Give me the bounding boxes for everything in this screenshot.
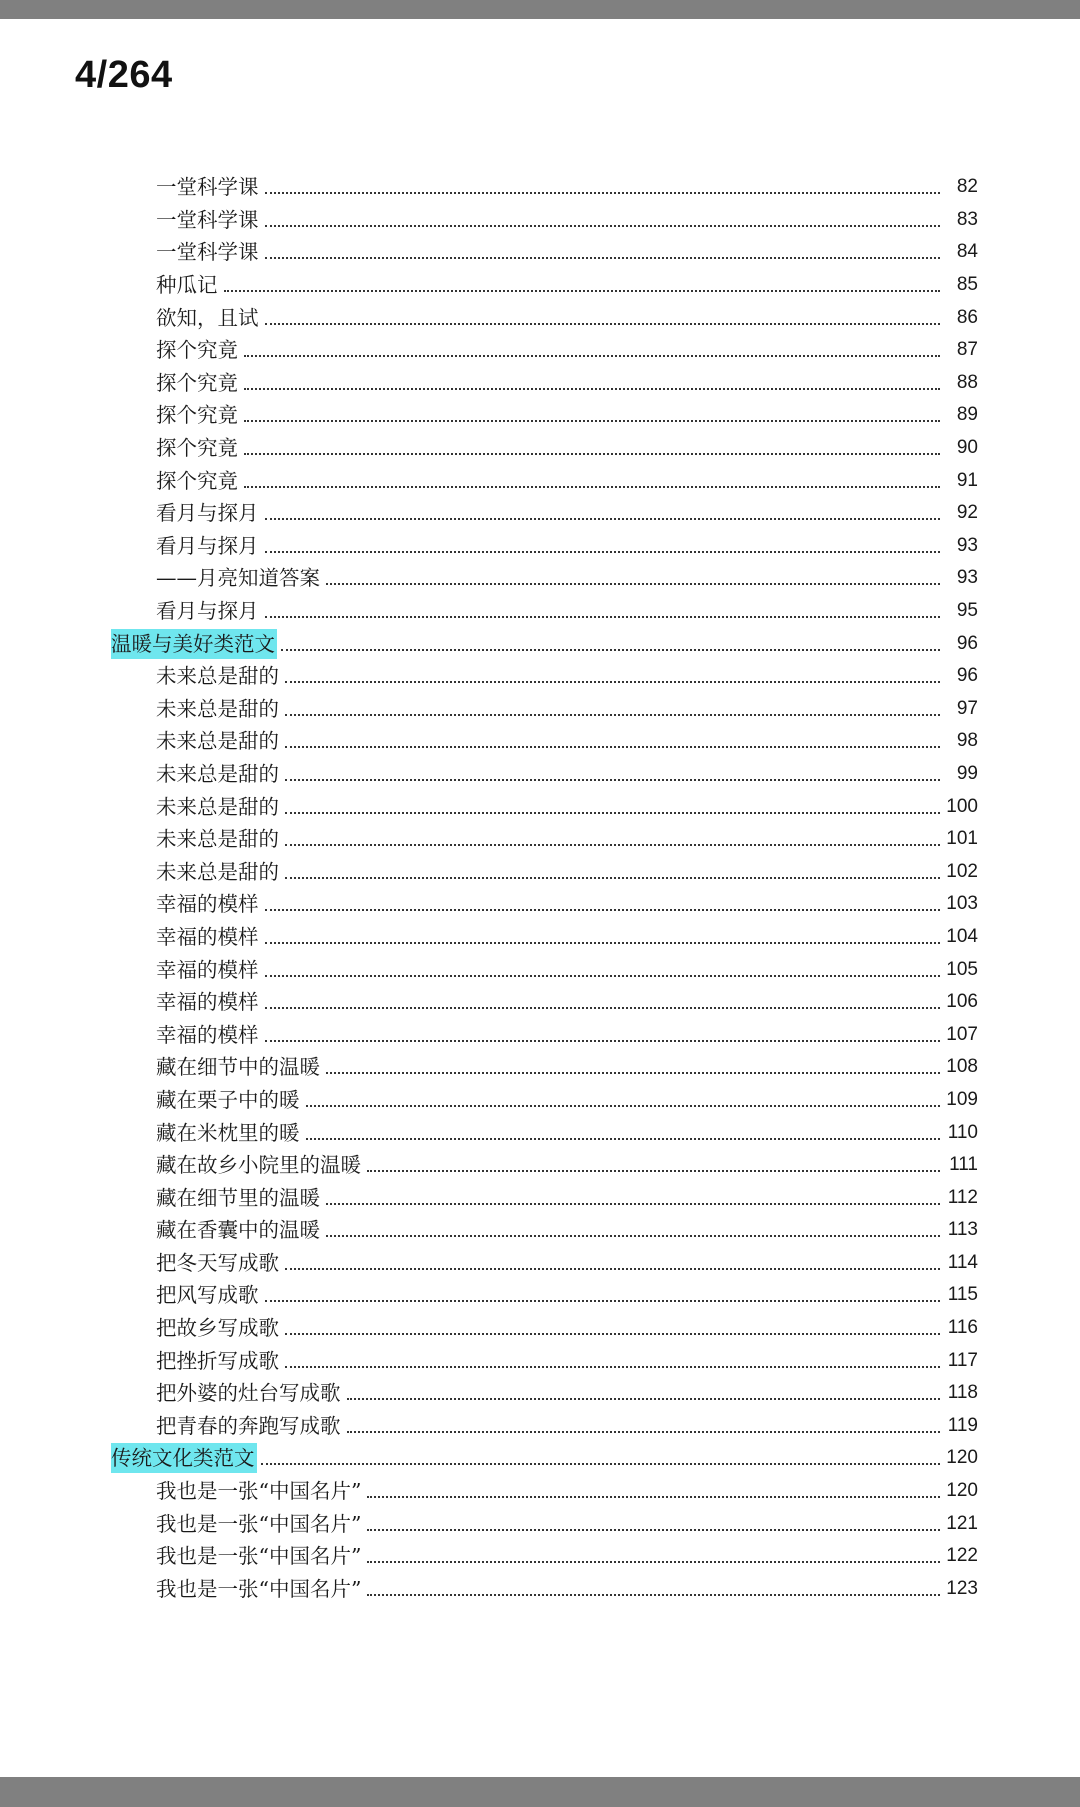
- toc-dot-leader: [265, 500, 941, 520]
- toc-entry-title: 幸福的模样: [156, 1022, 259, 1047]
- toc-entry[interactable]: [0, 855, 1080, 888]
- toc-page-number: 90: [956, 437, 978, 459]
- toc-page-number: 115: [947, 1284, 978, 1306]
- toc-dot-leader: [265, 533, 941, 553]
- toc-dot-leader: [281, 631, 940, 651]
- toc-entry[interactable]: [0, 1312, 1080, 1345]
- toc-page-number: 82: [956, 176, 978, 198]
- toc-page-number: 87: [956, 339, 978, 361]
- toc-page-number: 96: [956, 665, 978, 687]
- toc-page-number: 93: [956, 534, 978, 556]
- toc-entry[interactable]: [0, 1181, 1080, 1214]
- toc-dot-leader: [306, 1120, 941, 1140]
- toc-entry-title: 一堂科学课: [156, 207, 259, 232]
- toc-entry[interactable]: [0, 1247, 1080, 1280]
- toc-page-number: 92: [956, 502, 978, 524]
- toc-page-number: 110: [947, 1121, 978, 1143]
- toc-entry[interactable]: [0, 1344, 1080, 1377]
- toc-entry[interactable]: [0, 301, 1080, 334]
- toc-dot-leader: [326, 1054, 940, 1074]
- toc-entry-title: 未来总是甜的: [156, 761, 279, 786]
- toc-entry-title: 把外婆的灶台写成歌: [156, 1381, 341, 1406]
- toc-entry[interactable]: [0, 334, 1080, 367]
- toc-page-number: 102: [946, 860, 978, 882]
- toc-entry-title: 我也是一张“中国名片”: [156, 1479, 362, 1504]
- toc-dot-leader: [265, 239, 941, 259]
- toc-page-number: 91: [956, 469, 978, 491]
- toc-entry-title: 把冬天写成歌: [156, 1250, 279, 1275]
- toc-entry-title: 我也是一张“中国名片”: [156, 1576, 362, 1601]
- toc-entry[interactable]: [0, 1279, 1080, 1312]
- toc-entry-title: 未来总是甜的: [156, 827, 279, 852]
- toc-dot-leader: [285, 794, 940, 814]
- toc-entry-title: 未来总是甜的: [156, 729, 279, 754]
- toc-page-number: 112: [947, 1186, 978, 1208]
- toc-entry[interactable]: [0, 1051, 1080, 1084]
- toc-entry-title: 探个究竟: [156, 468, 238, 493]
- toc-entry-title: 把挫折写成歌: [156, 1348, 279, 1373]
- toc-page-number: 95: [956, 600, 978, 622]
- toc-dot-leader: [265, 174, 941, 194]
- toc-entry-title: 未来总是甜的: [156, 794, 279, 819]
- toc-entry-title: 看月与探月: [156, 501, 259, 526]
- toc-dot-leader: [244, 370, 940, 390]
- toc-page-number: 121: [946, 1512, 978, 1534]
- toc-page-number: 122: [946, 1545, 978, 1567]
- toc-page-number: 120: [946, 1447, 978, 1469]
- toc-dot-leader: [265, 598, 941, 618]
- toc-entry-title: 一堂科学课: [156, 175, 259, 200]
- toc-dot-leader: [367, 1152, 940, 1172]
- toc-dot-leader: [265, 891, 941, 911]
- toc-page-number: 89: [956, 404, 978, 426]
- toc-entry[interactable]: [0, 1475, 1080, 1508]
- toc-dot-leader: [285, 696, 940, 716]
- toc-section-heading[interactable]: [0, 1442, 1080, 1475]
- toc-page-number: 120: [946, 1480, 978, 1502]
- toc-dot-leader: [367, 1576, 940, 1596]
- toc-page-number: 118: [947, 1382, 978, 1404]
- toc-entry-title: 一堂科学课: [156, 240, 259, 265]
- toc-entry[interactable]: [0, 1214, 1080, 1247]
- toc-entry[interactable]: [0, 1507, 1080, 1540]
- toc-entry[interactable]: [0, 497, 1080, 530]
- toc-page-number: 113: [947, 1219, 978, 1241]
- toc-dot-leader: [265, 957, 941, 977]
- toc-page-number: 97: [956, 697, 978, 719]
- toc-entry[interactable]: [0, 1573, 1080, 1606]
- toc-entry[interactable]: [0, 1018, 1080, 1051]
- toc-entry[interactable]: [0, 1377, 1080, 1410]
- toc-dot-leader: [326, 1185, 940, 1205]
- toc-page-number: 99: [956, 762, 978, 784]
- toc-page-number: 111: [949, 1154, 978, 1176]
- toc-entry[interactable]: [0, 1540, 1080, 1573]
- toc-page-number: 84: [956, 241, 978, 263]
- toc-dot-leader: [285, 663, 940, 683]
- toc-entry-title: 看月与探月: [156, 533, 259, 558]
- toc-entry-title: 把青春的奔跑写成歌: [156, 1413, 341, 1438]
- toc-dot-leader: [265, 1282, 941, 1302]
- toc-entry-title: 幸福的模样: [156, 892, 259, 917]
- toc-entry[interactable]: [0, 464, 1080, 497]
- toc-entry-title: 幸福的模样: [156, 957, 259, 982]
- toc-entry[interactable]: [0, 725, 1080, 758]
- toc-entry[interactable]: [0, 530, 1080, 563]
- toc-page-number: 106: [946, 991, 978, 1013]
- toc-dot-leader: [347, 1380, 941, 1400]
- toc-entry-title: 未来总是甜的: [156, 664, 279, 689]
- toc-dot-leader: [326, 565, 940, 585]
- toc-entry-title: 藏在香囊中的温暖: [156, 1218, 320, 1243]
- toc-entry[interactable]: [0, 986, 1080, 1019]
- toc-dot-leader: [367, 1511, 940, 1531]
- toc-page-number: 116: [947, 1317, 978, 1339]
- toc-dot-leader: [265, 207, 941, 227]
- toc-dot-leader: [265, 924, 941, 944]
- toc-entry-title: 我也是一张“中国名片”: [156, 1544, 362, 1569]
- toc-entry[interactable]: [0, 790, 1080, 823]
- toc-page-number: 83: [956, 208, 978, 230]
- toc-section-heading[interactable]: [0, 627, 1080, 660]
- toc-entry[interactable]: [0, 758, 1080, 791]
- toc-entry-title: 探个究竟: [156, 338, 238, 363]
- toc-entry-title: 藏在细节中的温暖: [156, 1055, 320, 1080]
- toc-dot-leader: [285, 728, 940, 748]
- toc-page-number: 100: [946, 795, 978, 817]
- toc-dot-leader: [326, 1217, 940, 1237]
- viewer-top-bar: [0, 0, 1080, 19]
- table-of-contents: [0, 171, 1080, 1605]
- toc-dot-leader: [244, 435, 940, 455]
- toc-page-number: 88: [956, 371, 978, 393]
- toc-dot-leader: [244, 468, 940, 488]
- toc-dot-leader: [265, 989, 941, 1009]
- toc-page-number: 86: [956, 306, 978, 328]
- toc-page-number: 103: [946, 893, 978, 915]
- toc-dot-leader: [367, 1478, 940, 1498]
- toc-dot-leader: [285, 826, 940, 846]
- toc-entry-title: 未来总是甜的: [156, 859, 279, 884]
- toc-entry-title: 藏在栗子中的暖: [156, 1087, 300, 1112]
- toc-entry-title: 未来总是甜的: [156, 696, 279, 721]
- toc-entry-title: 探个究竟: [156, 436, 238, 461]
- toc-entry-title: ——月亮知道答案: [156, 566, 320, 591]
- toc-entry-title: 探个究竟: [156, 403, 238, 428]
- toc-dot-leader: [224, 272, 941, 292]
- toc-entry[interactable]: [0, 399, 1080, 432]
- toc-entry[interactable]: [0, 1410, 1080, 1443]
- toc-entry-title: 藏在故乡小院里的温暖: [156, 1153, 361, 1178]
- toc-entry[interactable]: [0, 204, 1080, 237]
- toc-section-title: 传统文化类范文: [111, 1443, 257, 1473]
- toc-entry-title: 幸福的模样: [156, 990, 259, 1015]
- toc-page-number: 117: [947, 1349, 978, 1371]
- toc-dot-leader: [285, 859, 940, 879]
- toc-page-number: 108: [946, 1056, 978, 1078]
- toc-entry[interactable]: [0, 1084, 1080, 1117]
- toc-entry[interactable]: [0, 888, 1080, 921]
- toc-entry[interactable]: [0, 823, 1080, 856]
- toc-dot-leader: [285, 761, 940, 781]
- toc-entry[interactable]: [0, 693, 1080, 726]
- toc-dot-leader: [306, 1087, 941, 1107]
- toc-dot-leader: [244, 337, 940, 357]
- toc-dot-leader: [285, 1348, 940, 1368]
- toc-dot-leader: [265, 305, 941, 325]
- toc-page-number: 119: [947, 1414, 978, 1436]
- toc-entry-title: 把故乡写成歌: [156, 1316, 279, 1341]
- toc-entry-title: 种瓜记: [156, 273, 218, 298]
- toc-entry[interactable]: [0, 595, 1080, 628]
- toc-page-number: 123: [946, 1577, 978, 1599]
- toc-section-title: 温暖与美好类范文: [111, 629, 277, 659]
- toc-entry[interactable]: [0, 269, 1080, 302]
- toc-entry-title: 我也是一张“中国名片”: [156, 1511, 362, 1536]
- toc-entry[interactable]: [0, 236, 1080, 269]
- toc-entry-title: 藏在细节里的温暖: [156, 1185, 320, 1210]
- toc-dot-leader: [261, 1445, 941, 1465]
- toc-entry[interactable]: [0, 432, 1080, 465]
- toc-entry-title: 藏在米枕里的暖: [156, 1120, 300, 1145]
- toc-entry[interactable]: [0, 921, 1080, 954]
- toc-entry-title: 欲知，且试: [156, 305, 259, 330]
- toc-entry[interactable]: [0, 953, 1080, 986]
- toc-entry[interactable]: [0, 367, 1080, 400]
- toc-page-number: 96: [956, 632, 978, 654]
- toc-page-number: 109: [946, 1088, 978, 1110]
- toc-dot-leader: [347, 1413, 941, 1433]
- page-indicator: 4/264: [75, 54, 173, 96]
- toc-entry[interactable]: [0, 562, 1080, 595]
- toc-page-number: 104: [946, 925, 978, 947]
- toc-entry-title: 把风写成歌: [156, 1283, 259, 1308]
- toc-entry-title: 幸福的模样: [156, 924, 259, 949]
- toc-dot-leader: [285, 1250, 940, 1270]
- toc-page-number: 93: [956, 567, 978, 589]
- toc-dot-leader: [265, 1022, 941, 1042]
- toc-entry[interactable]: [0, 660, 1080, 693]
- toc-entry[interactable]: [0, 1116, 1080, 1149]
- toc-dot-leader: [367, 1543, 940, 1563]
- toc-dot-leader: [285, 1315, 940, 1335]
- toc-page-number: 85: [956, 274, 978, 296]
- viewer-bottom-bar: [0, 1777, 1080, 1807]
- toc-entry[interactable]: [0, 171, 1080, 204]
- toc-page-number: 101: [946, 828, 978, 850]
- toc-page-number: 107: [946, 1023, 978, 1045]
- toc-page-number: 105: [946, 958, 978, 980]
- toc-entry-title: 探个究竟: [156, 370, 238, 395]
- toc-entry[interactable]: [0, 1149, 1080, 1182]
- toc-page-number: 98: [956, 730, 978, 752]
- toc-entry-title: 看月与探月: [156, 599, 259, 624]
- toc-page-number: 114: [947, 1251, 978, 1273]
- toc-dot-leader: [244, 402, 940, 422]
